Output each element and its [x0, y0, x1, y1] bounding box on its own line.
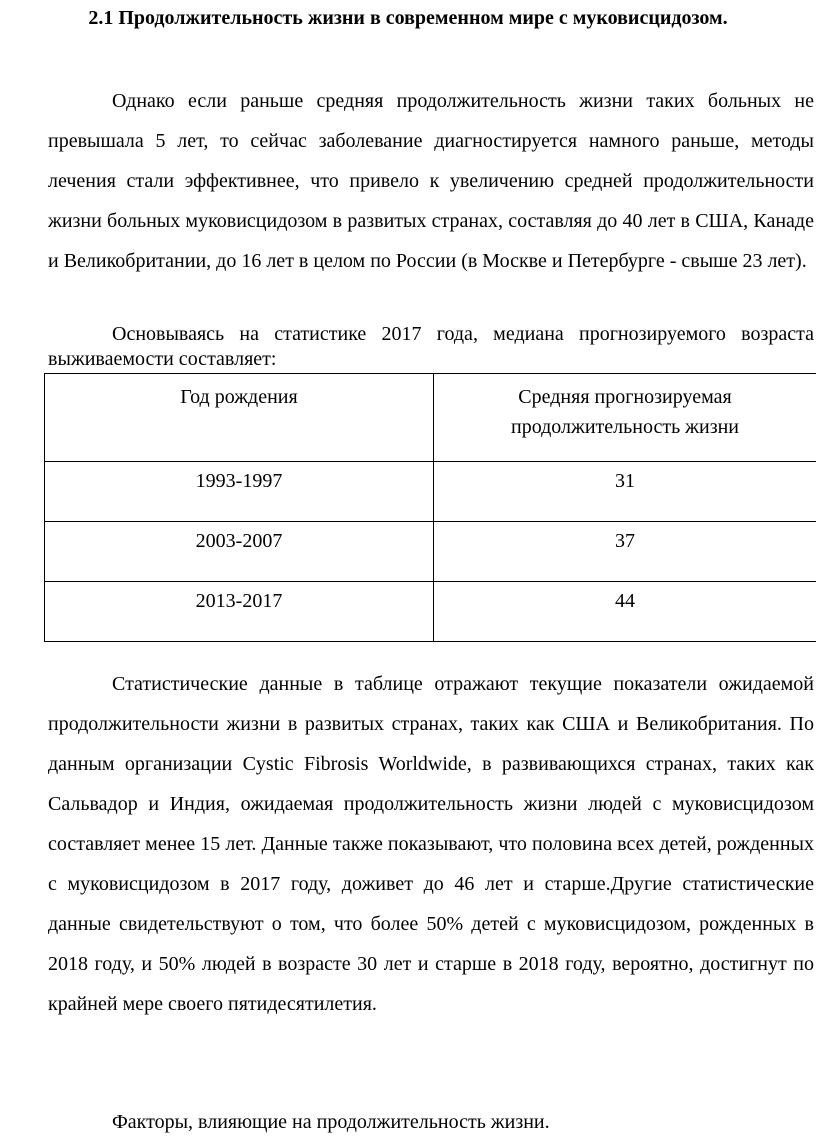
- life-expectancy-table: [44, 373, 816, 642]
- table-row: [45, 522, 816, 582]
- header-birth-year: Год рождения: [45, 374, 434, 462]
- analysis-paragraph: Статистические данные в таблице отражают текущие показатели ожидаемой продолжительности жизни в развитых странах, таких как США и Великобритания. По данным организации Cystic Fibrosis Worldwide, в развивающихся странах, таких как Сальвадор и Индия, ожидаемая продолжительность жизни людей с муковисцидозом составляет менее 15 лет. Данные также показывают, что половина всех детей, рожденных с муковисцидозом в 2017 году, доживет до 46 лет и старше.Другие статистические данные свидетельствуют о том, что более 50% детей с муковисцидозом, рожденных в 2018 году, и 50% людей в возрасте 30 лет и старше в 2018 году, вероятно, достигнут по крайней мере своего пятидесятилетия.: [48, 673, 814, 1015]
- table-header-row: [45, 374, 816, 462]
- cell-birth-year: 1993-1997: [45, 462, 434, 522]
- table-intro-paragraph: Основываясь на статистике 2017 года, медиана прогнозируемого возраста выживаемости составляет:: [48, 323, 814, 370]
- table-row: [45, 582, 816, 642]
- cell-life-expectancy: 37: [434, 522, 816, 582]
- table-row: [45, 462, 816, 522]
- factors-paragraph: Факторы, влияющие на продолжительность жизни.: [112, 1111, 550, 1133]
- section-heading: 2.1 Продолжительность жизни в современном мире с муковисцидозом.: [88, 7, 728, 29]
- cell-life-expectancy: 31: [434, 462, 816, 522]
- intro-paragraph: Однако если раньше средняя продолжительность жизни таких больных не превышала 5 лет, то сейчас заболевание диагностируется намного раньше, методы лечения стали эффективнее, что привело к увеличению средней продолжительности жизни больных муковисцидозом в развитых странах, составляя до 40 лет в США, Канаде и Великобритании, до 16 лет в целом по России (в Москве и Петербурге - свыше 23 лет).: [48, 90, 814, 272]
- cell-life-expectancy: 44: [434, 582, 816, 642]
- header-life-expectancy: Средняя прогнозируемая продолжительность жизни: [434, 374, 816, 462]
- cell-birth-year: 2013-2017: [45, 582, 434, 642]
- cell-birth-year: 2003-2007: [45, 522, 434, 582]
